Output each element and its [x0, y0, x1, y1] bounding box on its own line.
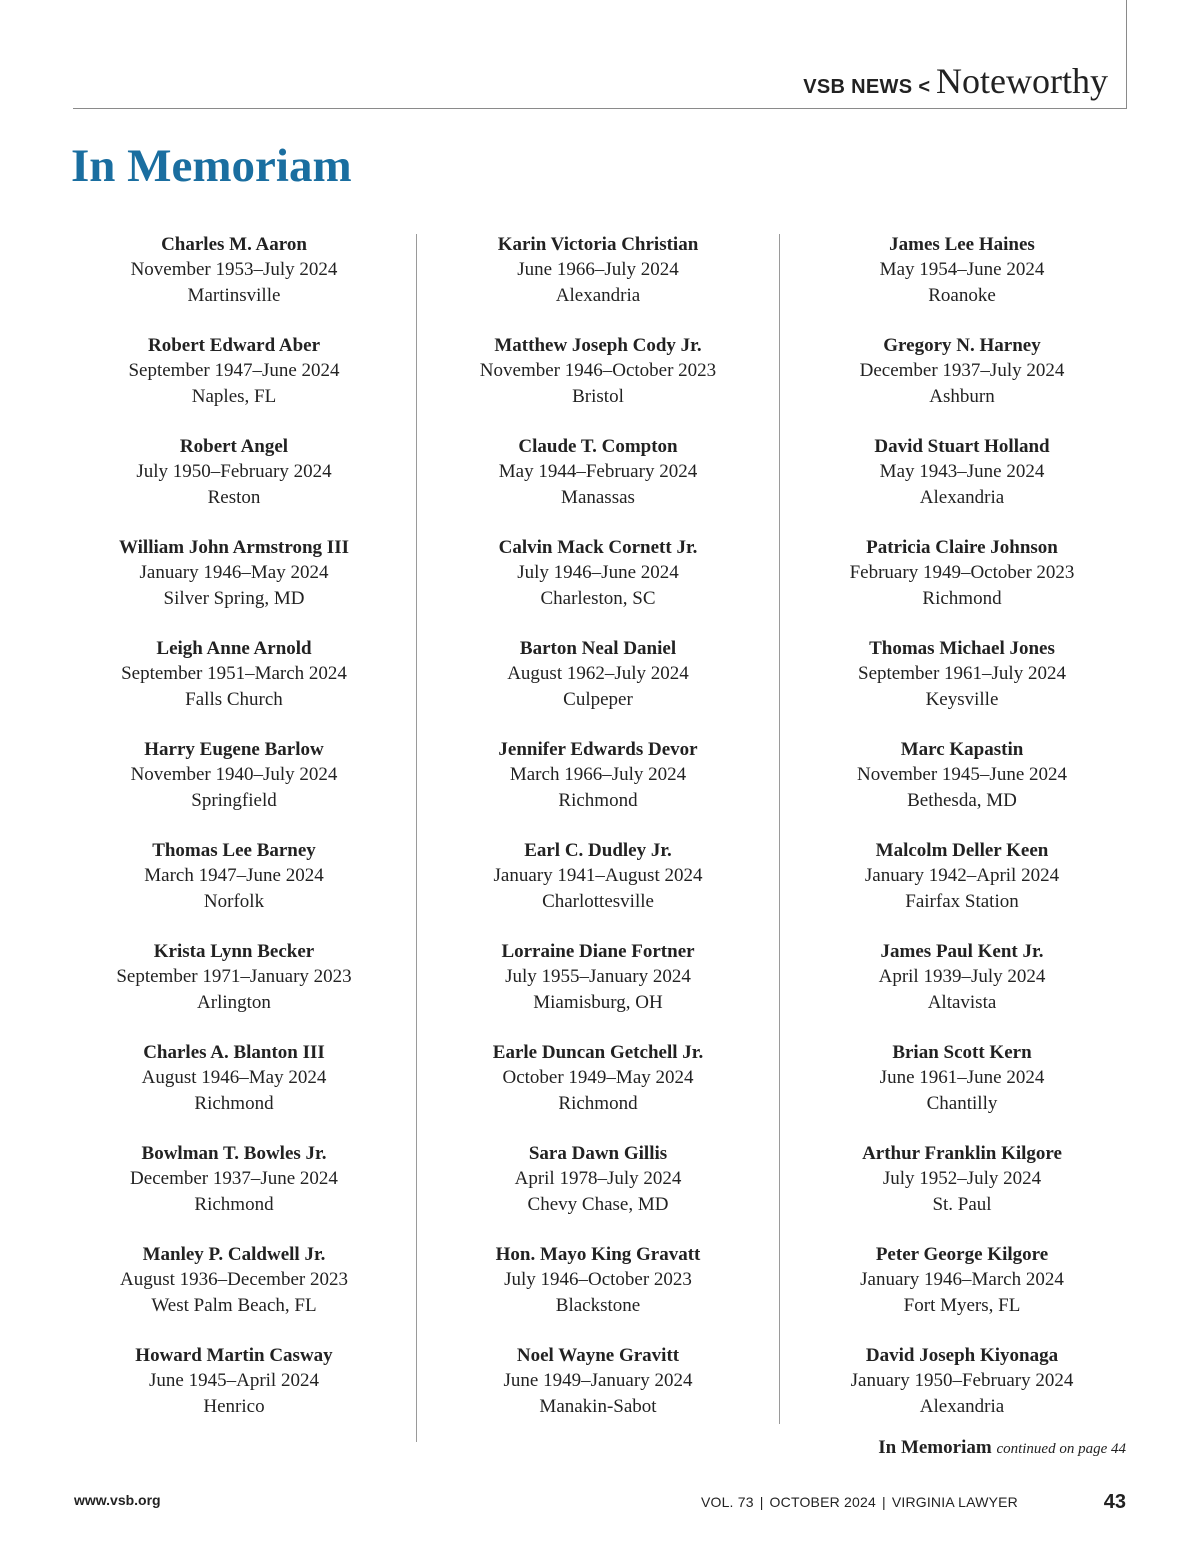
memoriam-entry [64, 1242, 404, 1343]
memoriam-entry [428, 1040, 768, 1141]
memoriam-entry [792, 1141, 1132, 1242]
entry-name: Krista Lynn Becker [153, 941, 315, 962]
memoriam-entry [64, 636, 404, 737]
memoriam-column-1 [64, 232, 404, 1444]
memoriam-entry [64, 939, 404, 1040]
entry-name: Sara Dawn Gillis [528, 1143, 668, 1164]
entry-name: Gregory N. Harney [883, 335, 1041, 356]
entry-name: Marc Kapastin [900, 739, 1024, 760]
footer-website: www.vsb.org [74, 1492, 161, 1508]
entry-place: West Palm Beach, FL [151, 1294, 317, 1316]
entry-place: Falls Church [185, 688, 283, 710]
entry-place: Keysville [925, 688, 999, 710]
entry-place: Springfield [191, 789, 277, 811]
memoriam-column-3 [792, 232, 1132, 1444]
entry-place: Martinsville [187, 284, 281, 306]
memoriam-entry [792, 1343, 1132, 1444]
memoriam-entry [428, 838, 768, 939]
footer-volume: VOL. 73 [700, 1494, 754, 1510]
entry-name: Robert Edward Aber [147, 335, 321, 356]
memoriam-entry [428, 1141, 768, 1242]
memoriam-column-2 [428, 232, 768, 1444]
entry-place: Fort Myers, FL [903, 1294, 1021, 1316]
entry-name: Calvin Mack Cornett Jr. [498, 537, 698, 558]
entry-place: Norfolk [203, 890, 265, 912]
entry-dates: December 1937–July 2024 [859, 360, 1065, 382]
entry-name: Brian Scott Kern [892, 1042, 1032, 1063]
continued-note [878, 1437, 1126, 1459]
entry-name: Manley P. Caldwell Jr. [142, 1244, 326, 1265]
entry-dates: May 1943–June 2024 [879, 461, 1045, 483]
entry-place: Richmond [558, 1092, 638, 1114]
entry-name: Arthur Franklin Kilgore [862, 1143, 1062, 1164]
entry-dates: March 1966–July 2024 [509, 764, 687, 786]
page-number: 43 [1103, 1491, 1126, 1513]
memoriam-entry [792, 1040, 1132, 1141]
entry-dates: July 1952–July 2024 [882, 1168, 1042, 1190]
entry-dates: June 1949–January 2024 [503, 1370, 693, 1392]
header-rule [73, 108, 1127, 109]
memoriam-entry [428, 1343, 768, 1444]
entry-place: Silver Spring, MD [163, 587, 305, 609]
memoriam-entry [64, 434, 404, 535]
entry-place: Naples, FL [191, 385, 277, 407]
memoriam-entry [64, 535, 404, 636]
entry-name: James Lee Haines [889, 234, 1035, 255]
entry-dates: October 1949–May 2024 [502, 1067, 694, 1089]
memoriam-entry [428, 232, 768, 333]
entry-dates: August 1962–July 2024 [507, 663, 689, 685]
entry-dates: May 1944–February 2024 [498, 461, 698, 483]
entry-name: Peter George Kilgore [875, 1244, 1049, 1265]
entry-place: Bethesda, MD [907, 789, 1017, 811]
entry-name: Jennifer Edwards Devor [498, 739, 698, 760]
entry-place: St. Paul [932, 1193, 992, 1215]
memoriam-entry [428, 737, 768, 838]
memoriam-entry [64, 1040, 404, 1141]
entry-place: Alexandria [919, 1395, 1005, 1417]
entry-dates: March 1947–June 2024 [144, 865, 324, 887]
memoriam-entry [428, 333, 768, 434]
memoriam-entry [64, 1343, 404, 1444]
memoriam-entry [792, 333, 1132, 434]
entry-dates: September 1971–January 2023 [116, 966, 352, 988]
entry-dates: January 1946–March 2024 [860, 1269, 1064, 1291]
entry-dates: February 1949–October 2023 [849, 562, 1075, 584]
entry-place: Richmond [194, 1092, 274, 1114]
footer-publication: VIRGINIA LAWYER [891, 1494, 1018, 1510]
entry-dates: January 1950–February 2024 [850, 1370, 1074, 1392]
entry-name: Thomas Michael Jones [869, 638, 1055, 659]
memoriam-entry [792, 838, 1132, 939]
entry-place: Blackstone [555, 1294, 641, 1316]
memoriam-entry [428, 636, 768, 737]
memoriam-entry [64, 1141, 404, 1242]
entry-name: Leigh Anne Arnold [156, 638, 312, 659]
entry-dates: January 1941–August 2024 [493, 865, 703, 887]
memoriam-entry [792, 939, 1132, 1040]
entry-place: Ashburn [929, 385, 995, 407]
entry-name: Hon. Mayo King Gravatt [495, 1244, 701, 1265]
entry-name: William John Armstrong III [119, 537, 349, 558]
entry-name: James Paul Kent Jr. [880, 941, 1044, 962]
entry-place: Richmond [922, 587, 1002, 609]
entry-dates: July 1946–October 2023 [504, 1269, 692, 1291]
entry-place: Charlottesville [542, 890, 654, 912]
entry-dates: April 1978–July 2024 [514, 1168, 682, 1190]
column-divider-1 [416, 234, 417, 1442]
memoriam-entry [428, 535, 768, 636]
entry-place: Richmond [194, 1193, 274, 1215]
entry-dates: September 1951–March 2024 [121, 663, 347, 685]
continued-label: In Memoriam [878, 1437, 992, 1458]
entry-place: Altavista [927, 991, 997, 1013]
entry-name: Charles A. Blanton III [143, 1042, 325, 1063]
entry-place: Alexandria [555, 284, 641, 306]
entry-dates: June 1945–April 2024 [149, 1370, 319, 1392]
entry-dates: November 1953–July 2024 [130, 259, 338, 281]
entry-dates: July 1950–February 2024 [136, 461, 332, 483]
entry-name: Earl C. Dudley Jr. [524, 840, 672, 861]
memoriam-entry [792, 1242, 1132, 1343]
entry-place: Chantilly [926, 1092, 998, 1114]
entry-place: Manakin-Sabot [539, 1395, 657, 1417]
footer-divider: | [759, 1494, 764, 1510]
memoriam-entry [64, 333, 404, 434]
entry-dates: December 1937–June 2024 [130, 1168, 338, 1190]
memoriam-entry [428, 1242, 768, 1343]
entry-name: Howard Martin Casway [135, 1345, 333, 1366]
entry-place: Richmond [558, 789, 638, 811]
entry-dates: January 1946–May 2024 [139, 562, 329, 584]
entry-place: Miamisburg, OH [533, 991, 663, 1013]
entry-name: Noel Wayne Gravitt [516, 1345, 680, 1366]
memoriam-entry [792, 636, 1132, 737]
entry-place: Arlington [197, 991, 271, 1013]
entry-place: Bristol [572, 385, 624, 407]
entry-place: Henrico [203, 1395, 265, 1417]
entry-dates: June 1961–June 2024 [879, 1067, 1045, 1089]
entry-name: Matthew Joseph Cody Jr. [494, 335, 702, 356]
header-separator: < [918, 76, 931, 98]
page-title: In Memoriam [71, 140, 352, 192]
entry-dates: May 1954–June 2024 [879, 259, 1045, 281]
entry-name: David Stuart Holland [874, 436, 1050, 457]
memoriam-entry [64, 232, 404, 333]
footer-issue: OCTOBER 2024 [769, 1494, 876, 1510]
memoriam-entry [792, 535, 1132, 636]
entry-dates: June 1966–July 2024 [517, 259, 679, 281]
header-subsection: Noteworthy [936, 61, 1108, 101]
continued-text: continued on page 44 [996, 1441, 1126, 1457]
entry-place: Fairfax Station [905, 890, 1019, 912]
memoriam-entry [792, 434, 1132, 535]
entry-dates: November 1940–July 2024 [130, 764, 338, 786]
header-section: VSB NEWS [803, 76, 913, 98]
entry-place: Alexandria [919, 486, 1005, 508]
entry-name: Charles M. Aaron [161, 234, 307, 255]
entry-name: Earle Duncan Getchell Jr. [492, 1042, 704, 1063]
entry-dates: January 1942–April 2024 [864, 865, 1060, 887]
memoriam-entry [64, 838, 404, 939]
entry-place: Reston [207, 486, 261, 508]
entry-name: Thomas Lee Barney [152, 840, 316, 861]
entry-dates: July 1955–January 2024 [505, 966, 691, 988]
entry-dates: April 1939–July 2024 [878, 966, 1046, 988]
entry-place: Manassas [561, 486, 635, 508]
entry-place: Roanoke [928, 284, 996, 306]
footer-publication-info [701, 1494, 1018, 1510]
entry-name: Bowlman T. Bowles Jr. [141, 1143, 327, 1164]
entry-name: Lorraine Diane Fortner [501, 941, 695, 962]
column-divider-2 [779, 234, 780, 1424]
entry-place: Charleston, SC [540, 587, 656, 609]
entry-name: Patricia Claire Johnson [866, 537, 1058, 558]
entry-name: Claude T. Compton [518, 436, 678, 457]
entry-dates: September 1947–June 2024 [128, 360, 340, 382]
entry-dates: September 1961–July 2024 [858, 663, 1066, 685]
entry-dates: August 1936–December 2023 [120, 1269, 348, 1291]
entry-dates: November 1945–June 2024 [856, 764, 1068, 786]
memoriam-entry [792, 232, 1132, 333]
entry-dates: August 1946–May 2024 [141, 1067, 327, 1089]
entry-name: Harry Eugene Barlow [144, 739, 324, 760]
footer-divider: | [881, 1494, 886, 1510]
entry-place: Chevy Chase, MD [527, 1193, 669, 1215]
header-vertical-rule [1126, 0, 1127, 109]
memoriam-entry [428, 939, 768, 1040]
entry-name: Barton Neal Daniel [519, 638, 677, 659]
memoriam-entry [792, 737, 1132, 838]
entry-name: David Joseph Kiyonaga [865, 1345, 1059, 1366]
entry-name: Karin Victoria Christian [497, 234, 699, 255]
entry-name: Robert Angel [179, 436, 289, 457]
memoriam-entry [64, 737, 404, 838]
entry-place: Culpeper [563, 688, 633, 710]
entry-name: Malcolm Deller Keen [875, 840, 1049, 861]
entry-dates: July 1946–June 2024 [517, 562, 679, 584]
page-header [803, 60, 1108, 104]
entry-dates: November 1946–October 2023 [479, 360, 717, 382]
memoriam-entry [428, 434, 768, 535]
